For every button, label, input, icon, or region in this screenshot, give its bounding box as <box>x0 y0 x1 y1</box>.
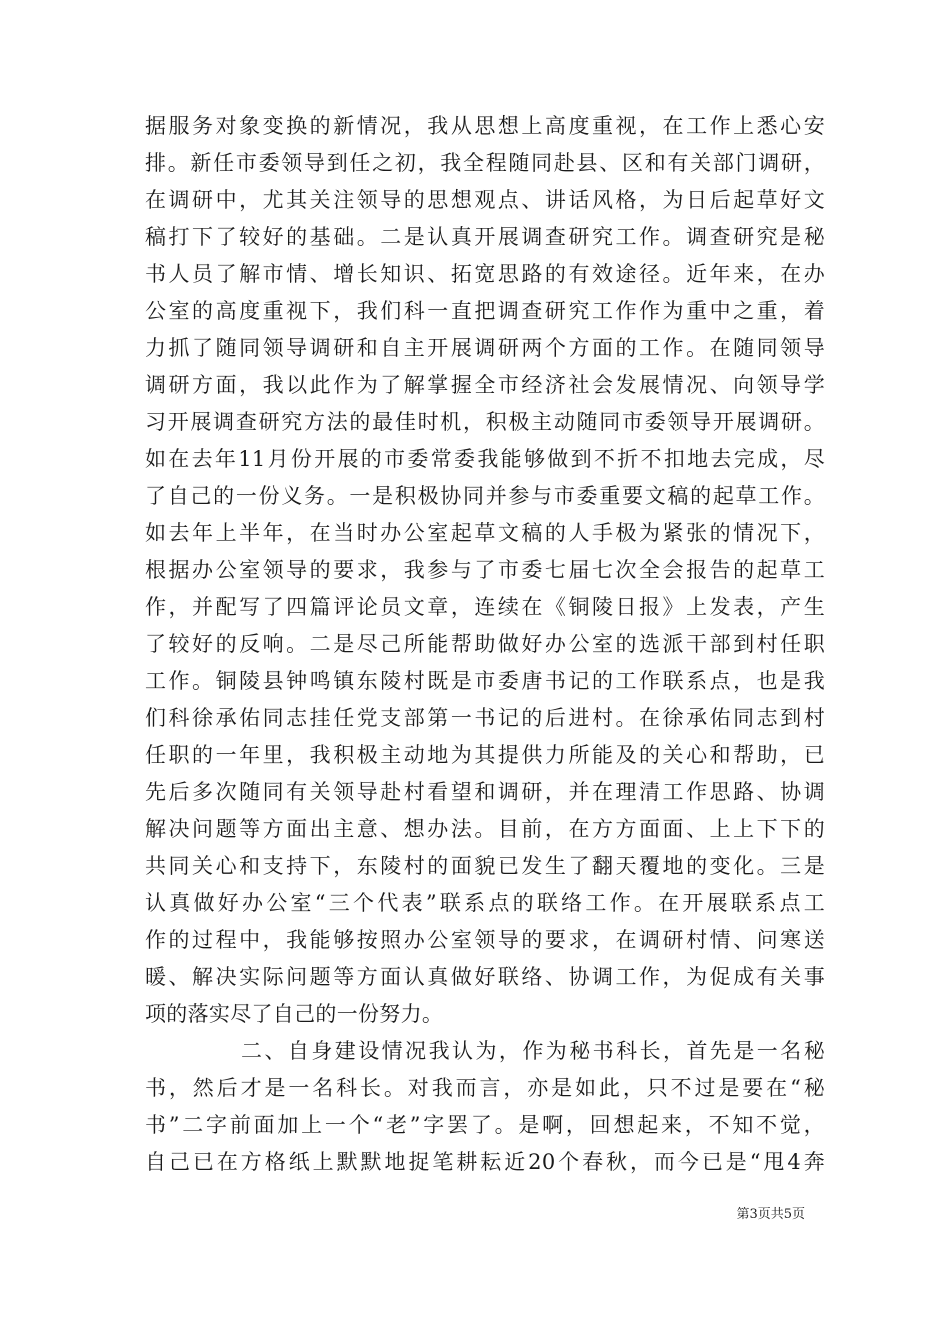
text-line: 根据办公室领导的要求，我参与了市委七届七次全会报告的起草工 <box>145 558 825 582</box>
text-line: 先后多次随同有关领导赴村看望和调研，并在理清工作思路、协调 <box>145 780 825 804</box>
text-line: 书人员了解市情、增长知识、拓宽思路的有效途径。近年来，在办 <box>145 262 825 286</box>
text-line: 工作。铜陵县钟鸣镇东陵村既是市委唐书记的工作联系点，也是我 <box>145 669 825 693</box>
text-line: 们科徐承佑同志挂任党支部第一书记的后进村。在徐承佑同志到村 <box>145 706 825 730</box>
body-text <box>145 108 825 1181</box>
section-heading-line: 二、自身建设情况我认为，作为秘书科长，首先是一名秘 <box>241 1039 825 1063</box>
text-line: 作的过程中，我能够按照办公室领导的要求，在调研村情、问寒送 <box>145 928 825 952</box>
text-line: 在调研中，尤其关注领导的思想观点、讲话风格，为日后起草好文 <box>145 188 825 212</box>
text-line: 力抓了随同领导调研和自主开展调研两个方面的工作。在随同领导 <box>145 336 825 360</box>
text-line: 书，然后才是一名科长。对我而言，亦是如此，只不过是要在“秘 <box>145 1076 825 1100</box>
paragraph-end-line: 项的落实尽了自己的一份努力。 <box>145 1002 444 1026</box>
text-line: 稿打下了较好的基础。二是认真开展调查研究工作。调查研究是秘 <box>145 225 825 249</box>
text-line: 调研方面，我以此作为了解掌握全市经济社会发展情况、向领导学 <box>145 373 825 397</box>
text-line: 据服务对象变换的新情况，我从思想上高度重视，在工作上悉心安 <box>145 114 825 138</box>
text-line: 习开展调查研究方法的最佳时机，积极主动随同市委领导开展调研。 <box>145 410 825 434</box>
text-line: 如在去年11月份开展的市委常委我能够做到不折不扣地去完成，尽 <box>145 447 825 471</box>
text-line: 解决问题等方面出主意、想办法。目前，在方方面面、上上下下的 <box>145 817 825 841</box>
page-number-footer: 第3页共5页 <box>736 1207 805 1222</box>
text-line: 公室的高度重视下，我们科一直把调查研究工作作为重中之重，着 <box>145 299 825 323</box>
text-line: 了自己的一份义务。一是积极协同并参与市委重要文稿的起草工作。 <box>145 484 825 508</box>
text-line: 自己已在方格纸上默默地捉笔耕耘近20个春秋，而今已是“甩4奔 <box>145 1150 825 1174</box>
text-line: 书”二字前面加上一个“老”字罢了。是啊，回想起来，不知不觉， <box>145 1113 825 1137</box>
text-line: 暖、解决实际问题等方面认真做好联络、协调工作，为促成有关事 <box>145 965 825 989</box>
text-line: 任职的一年里，我积极主动地为其提供力所能及的关心和帮助，已 <box>145 743 825 767</box>
text-line: 排。新任市委领导到任之初，我全程随同赴县、区和有关部门调研， <box>145 151 825 175</box>
text-line: 共同关心和支持下，东陵村的面貌已发生了翻天覆地的变化。三是 <box>145 854 825 878</box>
text-line: 认真做好办公室“三个代表”联系点的联络工作。在开展联系点工 <box>145 891 825 915</box>
text-line: 了较好的反响。二是尽己所能帮助做好办公室的选派干部到村任职 <box>145 632 825 656</box>
text-line: 如去年上半年，在当时办公室起草文稿的人手极为紧张的情况下， <box>145 521 825 545</box>
text-line: 作，并配写了四篇评论员文章，连续在《铜陵日报》上发表，产生 <box>145 595 825 619</box>
